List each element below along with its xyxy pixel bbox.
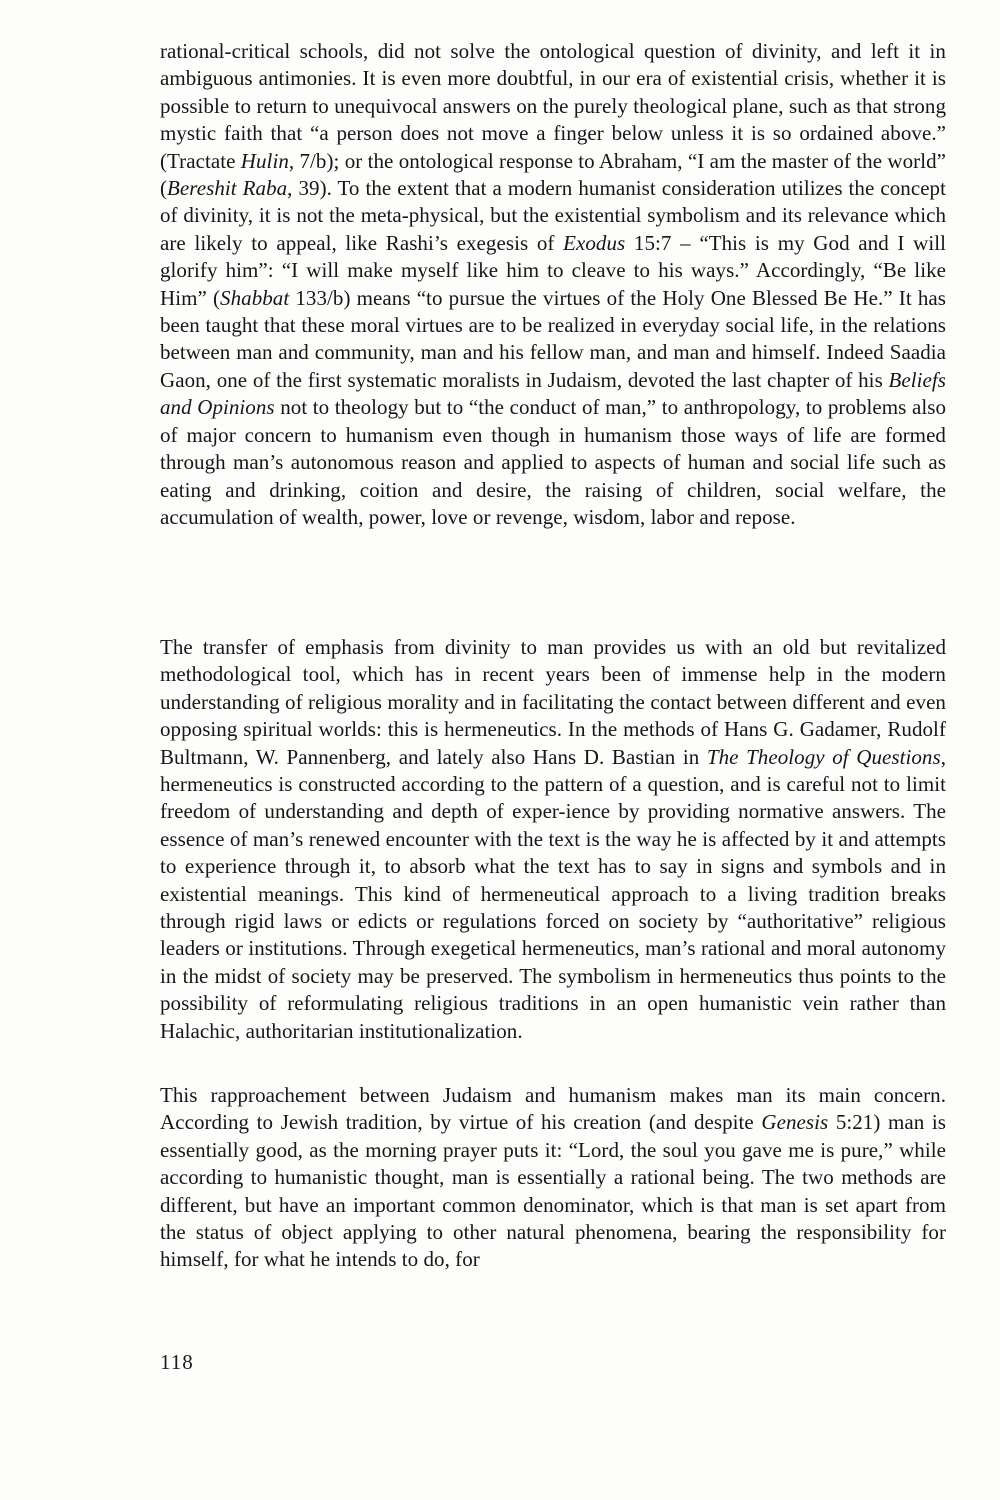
italic-title: Exodus <box>563 230 626 255</box>
text-run: 15:7 – “This is my God and I will glorify him”: “I will make myself like him to cleave to his ways.” Accordingly, “Be like Him” ( <box>160 230 947 310</box>
italic-title: Bereshit Raba <box>167 176 288 201</box>
text-run: This rapproachement between Judaism and humanism makes man its main concern. According to Jewish tradition, by virtue of his creation (and despite <box>160 1083 946 1135</box>
body-paragraph-1 <box>160 38 946 531</box>
italic-title: Genesis <box>761 1110 829 1135</box>
body-paragraph-3 <box>160 1082 946 1274</box>
page-number: 118 <box>160 1350 194 1374</box>
text-run: rational-critical schools, did not solve the ontological question of divinity, and left it in ambiguous antimonies. It is even more doubtful, in our era of existential crisis, whether it is possible to return to unequivocal answers on the purely theological plane, such as that strong mystic faith that “a person does not move a finger below unless it is so ordained above.” (Tractate <box>160 39 946 173</box>
text-run: The transfer of emphasis from divinity to man provides us with an old but revitalized methodological tool, which has in recent years been of immense help in the modern understanding of religious morality and in facilitating the contact between different and even opposing spiritual worlds: this is hermeneutics. In the methods of Hans G. Gadamer, Rudolf Bultmann, W. Pannenberg, and lately also Hans D. Bastian in <box>160 635 946 769</box>
italic-title: Hulin <box>240 148 289 173</box>
paragraph-text <box>160 634 946 1045</box>
text-run: 5:21) man is essentially good, as the morning prayer puts it: “Lord, the soul you gave me is pure,” while according to humanistic thought, man is essentially a rational being. The two methods are different, but have an important common denominator, which is that man is set apart from the status of object applying to other natural phenomena, bearing the responsibility for himself, for what he intends to do, for <box>160 1110 946 1272</box>
text-run: , hermeneutics is constructed according to the pattern of a question, and is careful not to limit freedom of understanding and depth of exper-ience by providing normative answers. The essence of man’s renewed encounter with the text is the way he is affected by it and attempts to experience through it, to absorb what the text has to say in signs and symbols and in existential meanings. This kind of hermeneutical approach to a living tradition breaks through rigid laws or edicts or regulations forced on society by “authoritative” religious leaders or institutions. Through exegetical hermeneutics, man’s rational and moral autonomy in the midst of society may be preserved. The symbolism in hermeneutics thus points to the possibility of reformulating religious traditions in an open humanistic vein rather than Halachic, authoritarian institutionalization. <box>160 744 946 1043</box>
text-run: , 39). To the extent that a modern humanist consideration utilizes the concept of divinity, it is not the meta-physical, but the existential symbolism and its relevance which are likely to appeal, like Rashi’s exegesis of <box>160 176 946 255</box>
paragraph-text <box>160 38 946 531</box>
text-run: not to theology but to “the conduct of man,” to anthropology, to problems also of major concern to humanism even though in humanism those ways of life are formed through man’s autonomous reason and applied to aspects of human and social life such as eating and drinking, coition and desire, the raising of children, social welfare, the accumulation of wealth, power, love or revenge, wisdom, labor and repose. <box>160 395 946 529</box>
italic-title: Shabbat <box>220 285 290 310</box>
text-run: 133/b) means “to pursue the virtues of the Holy One Blessed Be He.” It has been taught that these moral virtues are to be realized in everyday social life, in the relations between man and community, man and his fellow man, and man and himself. Indeed Saadia Gaon, one of the first systematic moralists in Judaism, devoted the last chapter of his <box>160 285 946 392</box>
italic-title: The Theology of Questions <box>706 744 941 769</box>
body-paragraph-2 <box>160 634 946 1045</box>
paragraph-text <box>160 1082 946 1274</box>
text-run: , 7/b); or the ontological response to Abraham, “I am the master of the world” ( <box>160 148 947 201</box>
italic-title: Beliefs and Opinions <box>160 367 946 420</box>
